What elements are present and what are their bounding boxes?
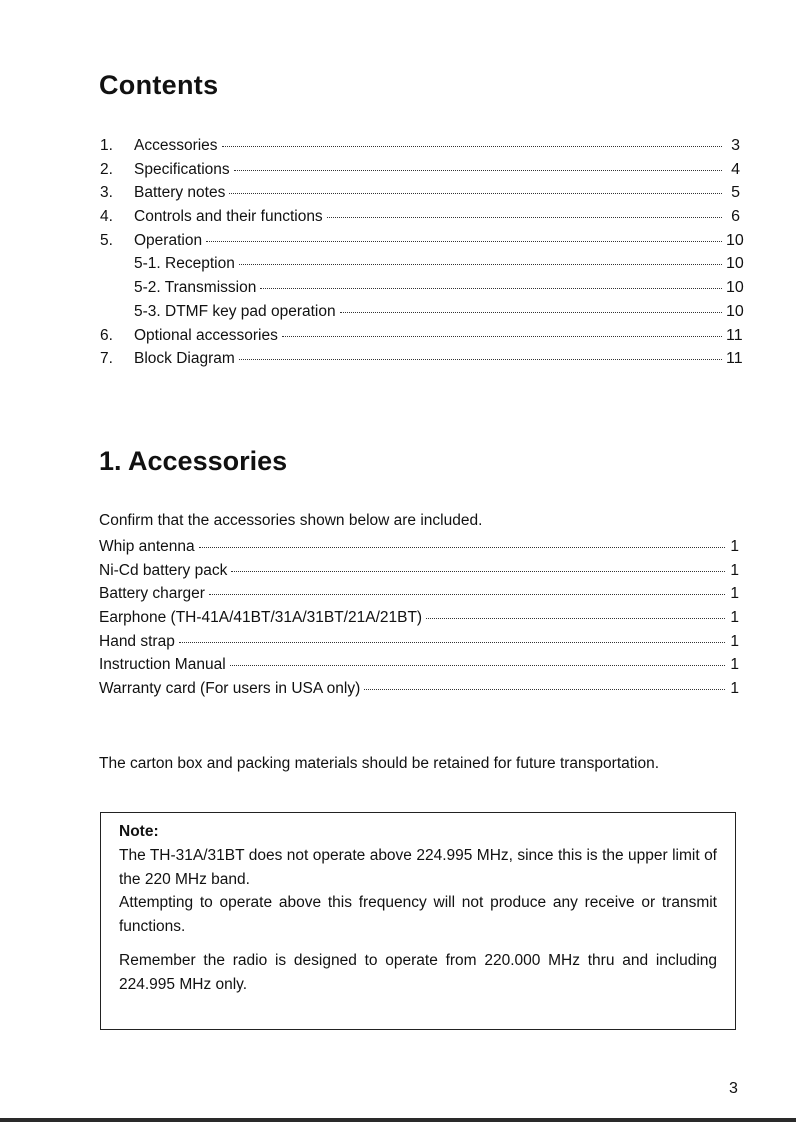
toc-page: 11 — [726, 350, 743, 368]
toc-number: 6. — [100, 326, 113, 344]
dot-leader — [234, 170, 722, 171]
accessory-qty: 1 — [730, 585, 739, 603]
toc-title: Specifications — [134, 160, 230, 178]
accessory-item — [99, 538, 739, 562]
dot-leader — [199, 547, 725, 548]
dot-leader — [260, 288, 722, 289]
accessory-item — [99, 633, 739, 657]
accessory-name: Ni-Cd battery pack — [99, 561, 228, 579]
toc-title: Optional accessories — [134, 326, 278, 344]
dot-leader — [426, 618, 725, 619]
toc-entry[interactable] — [100, 208, 740, 232]
toc-entry[interactable] — [100, 350, 743, 374]
toc-title: 5-3. DTMF key pad operation — [134, 302, 336, 320]
toc-page: 10 — [726, 231, 744, 249]
accessory-name: Warranty card (For users in USA only) — [99, 680, 361, 698]
accessory-qty: 1 — [730, 656, 739, 674]
dot-leader — [206, 241, 722, 242]
toc-page: 10 — [726, 279, 744, 297]
toc-entry[interactable] — [100, 184, 740, 208]
dot-leader — [230, 665, 725, 666]
toc-entry[interactable] — [100, 231, 744, 256]
accessory-name: Earphone (TH-41A/41BT/31A/31BT/21A/21BT) — [99, 609, 423, 627]
bottom-edge-rule — [0, 1118, 796, 1122]
toc-title: Operation — [134, 231, 203, 249]
toc-subentry[interactable] — [100, 302, 744, 327]
toc-title: Controls and their functions — [134, 208, 323, 226]
toc-entry[interactable] — [100, 137, 740, 161]
toc-title: 5-1. Reception — [134, 255, 235, 273]
toc-title: 5-2. Transmission — [134, 279, 257, 297]
dot-leader — [327, 217, 722, 218]
accessory-qty: 1 — [730, 538, 739, 555]
note-paragraph: Attempting to operate above this frequency will not produce any receive or transmit functions. — [119, 894, 717, 935]
dot-leader — [340, 312, 722, 313]
toc-subentry[interactable] — [100, 255, 744, 279]
dot-leader — [239, 359, 722, 360]
accessory-qty: 1 — [730, 632, 739, 650]
accessory-name: Hand strap — [99, 632, 175, 650]
accessory-qty: 1 — [730, 680, 739, 698]
note-paragraph: The TH-31A/31BT does not operate above 224.995 MHz, since this is the upper limit of the 220 MHz band. — [119, 847, 717, 888]
dot-leader — [209, 594, 725, 595]
accessory-item — [99, 585, 739, 609]
accessory-name: Whip antenna — [99, 538, 195, 555]
toc-number: 2. — [100, 160, 113, 178]
toc-number: 5. — [100, 231, 113, 249]
accessory-item — [99, 609, 739, 633]
accessories-heading: 1. Accessories — [99, 446, 288, 476]
accessories-list — [99, 538, 739, 704]
toc-title: Accessories — [134, 137, 218, 154]
accessory-name: Battery charger — [99, 585, 205, 603]
dot-leader — [364, 689, 725, 690]
toc-entry[interactable] — [100, 161, 740, 185]
toc-page: 5 — [731, 184, 740, 202]
toc-number: 3. — [100, 184, 113, 202]
dot-leader — [229, 193, 722, 194]
accessory-name: Instruction Manual — [99, 656, 226, 674]
table-of-contents — [100, 137, 744, 374]
dot-leader — [222, 146, 722, 147]
toc-page: 3 — [731, 137, 740, 154]
accessories-intro: Confirm that the accessories shown below are included. — [99, 512, 483, 529]
toc-subentry[interactable] — [100, 279, 744, 303]
packing-retention-note: The carton box and packing materials should be retained for future transportation. — [99, 755, 660, 772]
toc-number: 1. — [100, 137, 113, 154]
note-box — [100, 812, 736, 1030]
dot-leader — [179, 642, 725, 643]
accessory-item — [99, 562, 739, 586]
toc-page: 6 — [731, 208, 740, 226]
dot-leader — [239, 264, 722, 265]
toc-page: 4 — [731, 160, 740, 178]
accessory-qty: 1 — [730, 609, 739, 627]
toc-number: 4. — [100, 208, 113, 226]
note-paragraph: Remember the radio is designed to operate from 220.000 MHz thru and including 224.995 MHz only. — [119, 952, 717, 993]
accessory-item — [99, 656, 739, 680]
toc-title: Block Diagram — [134, 350, 235, 368]
toc-page: 10 — [726, 302, 744, 320]
toc-title: Battery notes — [134, 184, 226, 202]
accessory-qty: 1 — [730, 561, 739, 579]
dot-leader — [282, 336, 722, 337]
toc-page: 11 — [726, 326, 743, 344]
note-label: Note: — [119, 823, 159, 840]
toc-number: 7. — [100, 350, 113, 368]
page-number: 3 — [729, 1080, 738, 1097]
toc-entry[interactable] — [100, 326, 743, 351]
toc-page: 10 — [726, 255, 744, 273]
accessory-item — [99, 680, 739, 704]
contents-heading: Contents — [99, 70, 219, 100]
dot-leader — [231, 571, 725, 572]
